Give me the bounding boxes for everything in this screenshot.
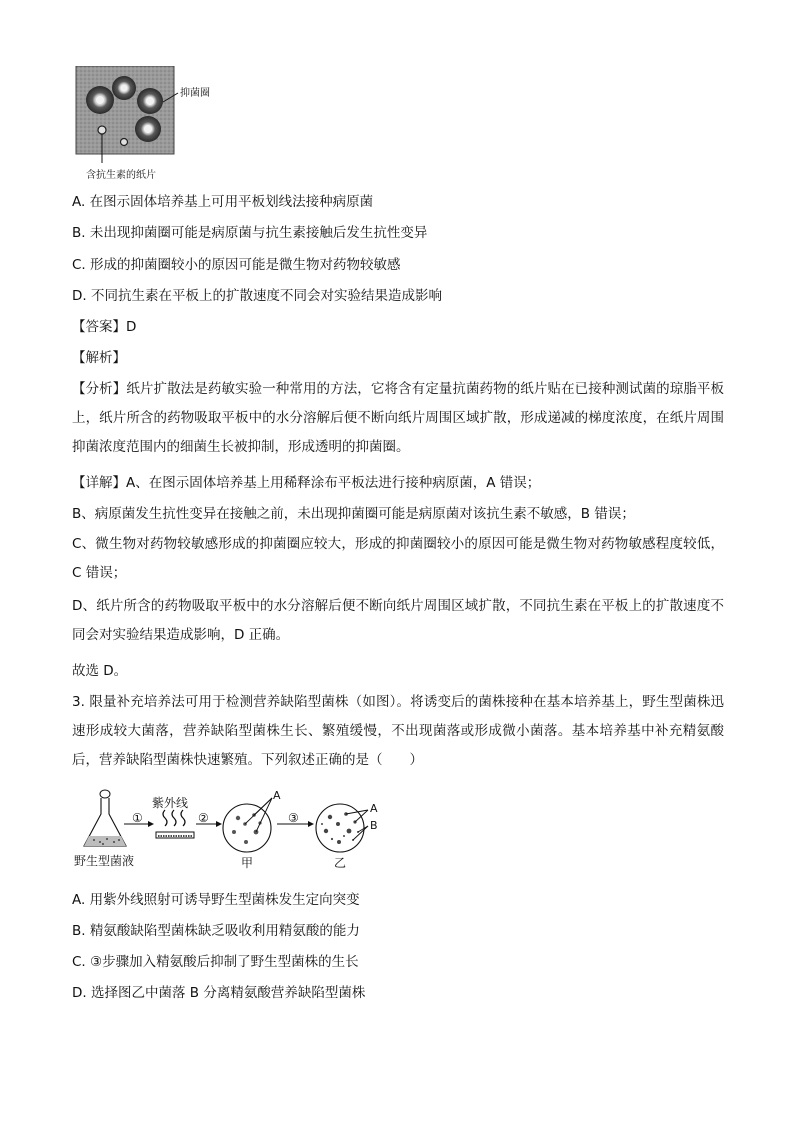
colony-b-label-yi: B [370, 819, 378, 832]
q2-option-a: A. 在图示固体培养基上可用平板划线法接种病原菌 [72, 194, 374, 210]
step-3-label: ③ [288, 811, 299, 825]
q3-option-d: D. 选择图乙中菌落 B 分离精氨酸营养缺陷型菌株 [72, 985, 366, 1001]
analysis-label: 【解析】 [72, 350, 126, 366]
detail-a-line [72, 473, 540, 493]
q3-option-b: B. 精氨酸缺陷型菌株缺乏吸收利用精氨酸的能力 [72, 923, 360, 939]
detail-a: A、在图示固体培养基上用稀释涂布平板法进行接种病原菌，A 错误； [126, 475, 541, 491]
figure-inhibition-zone [72, 66, 252, 180]
q3-option-a: A. 用紫外线照射可诱导野生型菌株发生定向突变 [72, 892, 360, 908]
figure-screening-procedure [72, 784, 402, 880]
fenxi-text: 纸片扩散法是药敏实验一种常用的方法，它将含有定量抗菌药物的纸片贴在已接种测试菌的琼脂平板上，纸片所含的药物吸取平板中的水分溶解后便不断向纸片周围区域扩散，形成递减的梯度浓度，在纸片周围抑菌浓度范围内的细菌生长被抑制，形成透明的抑菌圈。 [72, 381, 725, 455]
answer-value: D [126, 319, 137, 335]
fenxi-label: 【分析】 [72, 381, 127, 397]
step-2-label: ② [198, 811, 209, 825]
step-1-label: ① [132, 811, 143, 825]
flask-icon [84, 790, 126, 846]
uv-light-icon [163, 810, 185, 826]
plate-jia-label: 甲 [241, 856, 254, 870]
antibiotic-paper-disc [98, 126, 106, 134]
culture-dish-icon [156, 832, 194, 838]
q3-option-c: C. ③步骤加入精氨酸后抑制了野生型菌株的生长 [72, 954, 359, 970]
detail-b: B、病原菌发生抗性变异在接触之前，未出现抑菌圈可能是病原菌对该抗生素不敏感，B 错误； [72, 506, 635, 522]
q2-option-b: B. 未出现抑菌圈可能是病原菌与抗生素接触后发生抗性变异 [72, 225, 428, 241]
antibiotic-paper-disc [121, 139, 128, 146]
q2-option-c: C. 形成的抑菌圈较小的原因可能是微生物对药物较敏感 [72, 257, 401, 273]
answer-line [72, 317, 136, 337]
colony-a-label-jia: A [273, 789, 281, 802]
uv-label: 紫外线 [152, 796, 189, 810]
flask-label: 野生型菌液 [74, 854, 135, 868]
detail-d: D、纸片所含的药物吸取平板中的水分溶解后便不断向纸片周围区域扩散，不同抗生素在平板上的扩散速度不同会对实验结果造成影响，D 正确。 [72, 598, 724, 643]
plate-yi [316, 804, 364, 852]
plate-yi-label: 乙 [334, 856, 347, 870]
plate-jia [223, 804, 271, 852]
conclusion: 故选 D。 [72, 663, 128, 679]
petri-dish-photo [72, 66, 252, 180]
analysis-paragraph [72, 375, 724, 462]
inhibition-ring-label: 抑菌圈 [180, 88, 210, 99]
detail-label: 【详解】 [72, 475, 126, 491]
colony-a-label-yi: A [370, 802, 378, 815]
answer-label: 【答案】 [72, 319, 126, 335]
detail-c: C、微生物对药物较敏感形成的抑菌圈应较大，形成的抑菌圈较小的原因可能是微生物对药物敏感程度较低，C 错误； [72, 536, 724, 581]
paper-disc-label: 含抗生素的纸片 [86, 170, 156, 181]
q2-option-d: D. 不同抗生素在平板上的扩散速度不同会对实验结果造成影响 [72, 288, 442, 304]
q3-stem: 3. 限量补充培养法可用于检测营养缺陷型菌株（如图）。将诱变后的菌株接种在基本培养基上，野生型菌株迅速形成较大菌落，营养缺陷型菌株生长、繁殖缓慢，不出现菌落或形成微小菌落。基本培养基中补充精氨酸后，营养缺陷型菌株快速繁殖。下列叙述正确的是（ ） [72, 694, 724, 768]
